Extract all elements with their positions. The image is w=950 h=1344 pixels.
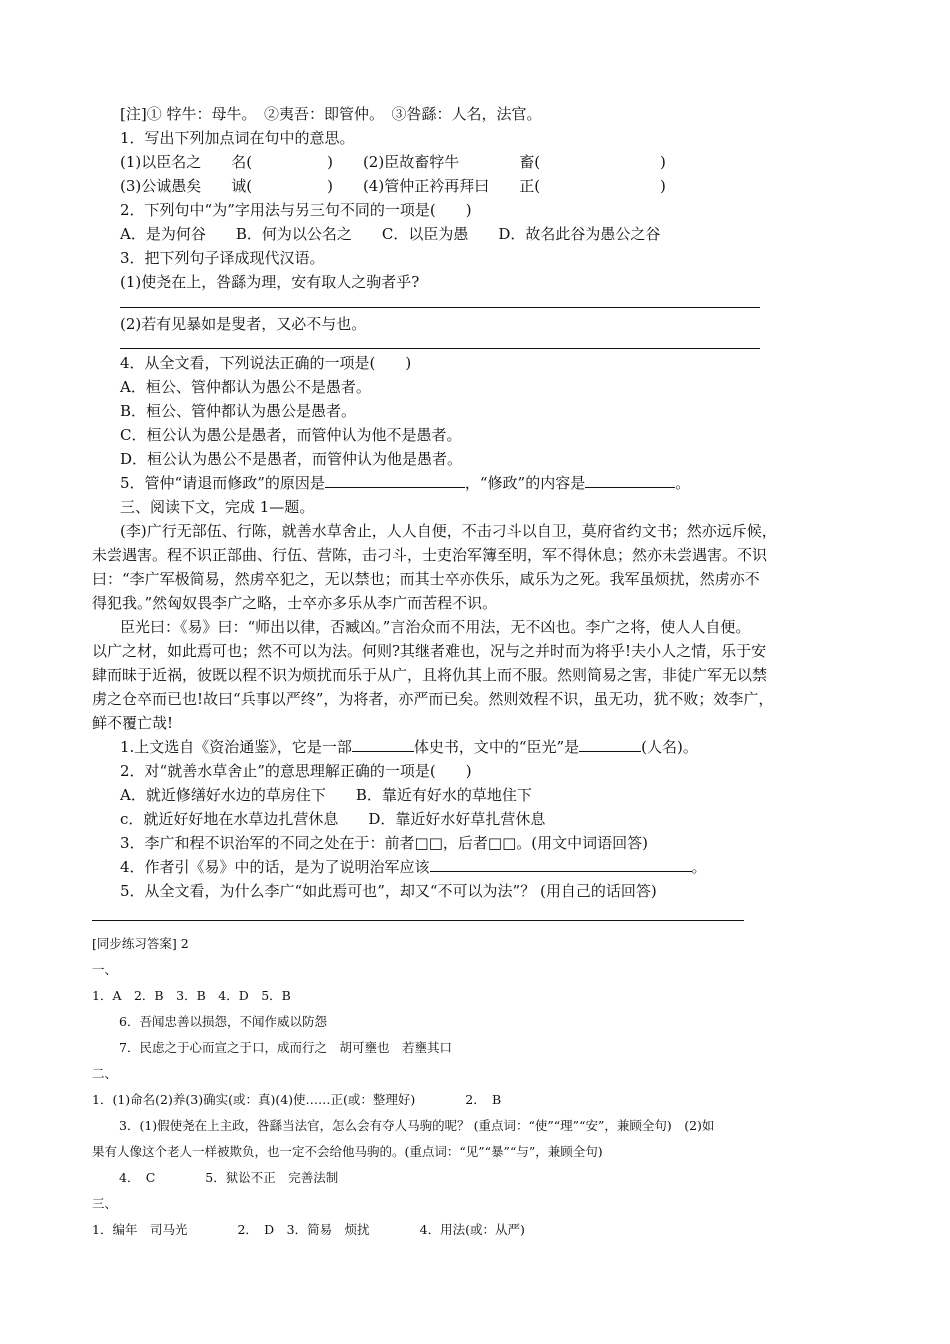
question-4-option-c: C．桓公认为愚公是愚者，而管仲认为他不是愚者。 — [120, 426, 462, 444]
passage-paragraph-2: 虏之仓卒而已也!故曰“兵事以严终”，为将者，亦严而已矣。然则效程不识，虽无功，犹不败；效李广， — [92, 690, 774, 708]
question-4-option-d: D．桓公认为愚公不是愚者，而管仲认为他是愚者。 — [120, 450, 463, 468]
question-1-items-a: (1)以臣名之 名( ) (2)臣故畜牸牛 畜( ) — [120, 153, 666, 171]
answers-line: 6．吾闻忠善以损怨，不闻作威以防怨 — [119, 1014, 327, 1029]
answer-line — [120, 307, 760, 308]
section-3-question-2-options-cd: c．就近好好地在水草边扎营休息 D．靠近好水好草扎营休息 — [120, 810, 546, 828]
passage-paragraph-2: 以广之材，如此焉可也；然不可以为法。何则?其继者难也，况与之并时而为将乎!夫小人之情，乐于安 — [92, 642, 767, 660]
question-3-sentence-1: (1)使尧在上，咎繇为理，安有取人之驹者乎? — [120, 273, 420, 291]
answers-line: 果有人像这个老人一样被欺负，也一定不会给他马驹的。(重点词：“见”“暴”“与”，兼顾全句) — [92, 1144, 603, 1159]
question-4-option-a: A．桓公、管仲都认为愚公不是愚者。 — [120, 378, 371, 396]
answers-line: 3．(1)假使尧在上主政，咎繇当法官，怎么会有夺人马驹的呢？ (重点词：“使”“理”“安”，兼顾全句) (2)如 — [119, 1118, 715, 1133]
passage-paragraph-1: 未尝遇害。程不识正部曲、行伍、营陈，击刁斗，士吏治军簿至明，军不得休息；然亦未尝遇害。不识 — [92, 546, 768, 564]
passage-paragraph-2: 肆而昧于近祸，彼既以程不识为烦扰而乐于从广，且将仇其上而不服。然则简易之害，非徒广军无以禁 — [92, 666, 768, 684]
fill-blank — [585, 473, 675, 488]
answers-line: 1．(1)命名(2)养(3)确实(或：真)(4)使……正(或：整理好) 2． B — [92, 1092, 502, 1107]
question-5: 5．管仲“请退而修政”的原因是 ，“修政”的内容是 。 — [120, 474, 691, 492]
question-1: 1．写出下列加点词在句中的意思。 — [120, 129, 355, 147]
fill-blank — [430, 857, 692, 872]
question-4: 4．从全文看，下列说法正确的一项是( ) — [120, 354, 412, 372]
section-3-question-5: 5．从全文看，为什么李广“如此焉可也”，却又“不可以为法”？ (用自己的话回答) — [120, 882, 657, 900]
section-3-question-2-options-ab: A．就近修缮好水边的草房住下 B．靠近有好水的草地住下 — [120, 786, 532, 804]
question-3-sentence-2: (2)若有见暴如是叟者，又必不与也。 — [120, 315, 367, 333]
fill-blank — [325, 473, 465, 488]
fill-blank — [352, 737, 414, 752]
passage-paragraph-1: 得犯我。”然匈奴畏李广之略，士卒亦多乐从李广而苦程不识。 — [92, 594, 498, 612]
passage-paragraph-2: 鲜不覆亡哉! — [92, 714, 174, 732]
passage-paragraph-1: (李)广行无部伍、行陈，就善水草舍止，人人自便，不击刁斗以自卫，莫府省约文书；然亦远斥候， — [120, 522, 777, 540]
passage-paragraph-2: 臣光曰：《易》曰：“师出以律，否臧凶。”言治众而不用法，无不凶也。李广之将，使人人自便。 — [120, 618, 751, 636]
answers-line: 1．编年 司马光 2． D 3．简易 烦扰 4．用法(或：从严) — [92, 1222, 525, 1237]
section-3-question-3: 3．李广和程不识治军的不同之处在于：前者□□，后者□□。(用文中词语回答) — [120, 834, 648, 852]
question-4-option-b: B．桓公、管仲都认为愚公是愚者。 — [120, 402, 357, 420]
section-3-question-2: 2．对“就善水草舍止”的意思理解正确的一项是( ) — [120, 762, 472, 780]
answers-section-2: 二、 — [92, 1066, 118, 1081]
answers-title: [同步练习答案] 2 — [92, 936, 189, 951]
answers-line: 4． C 5．狱讼不正 完善法制 — [119, 1170, 339, 1185]
passage-paragraph-1: 曰：“李广军极简易，然虏卒犯之，无以禁也；而其士卒亦佚乐，咸乐为之死。我军虽烦扰，然虏亦不 — [92, 570, 760, 588]
answers-line: 7．民虑之于心而宣之于口，成而行之 胡可壅也 若壅其口 — [119, 1040, 452, 1055]
answer-line — [92, 920, 744, 921]
question-2-options: A．是为何谷 B．何为以公名之 C．以臣为愚 D．故名此谷为愚公之谷 — [120, 225, 661, 243]
answers-section-3: 三、 — [92, 1196, 118, 1211]
section-3-question-1: 1.上文选自《资治通鉴》，它是一部 体史书，文中的“臣光”是 (人名)。 — [120, 738, 698, 756]
question-1-items-b: (3)公诚愚矣 诚( ) (4)管仲正衿再拜曰 正( ) — [120, 177, 666, 195]
fill-blank — [579, 737, 641, 752]
section-3-heading: 三、阅读下文，完成 1—题。 — [120, 498, 315, 516]
answers-line: 1．A 2．B 3．B 4．D 5．B — [92, 988, 291, 1003]
question-2: 2．下列句中“为”字用法与另三句不同的一项是( ) — [120, 201, 472, 219]
question-3: 3．把下列句子译成现代汉语。 — [120, 249, 325, 267]
answers-section-1: 一、 — [92, 962, 118, 977]
section-3-question-4: 4．作者引《易》中的话，是为了说明治军应该 。 — [120, 858, 707, 876]
answer-line — [120, 348, 760, 349]
annotation-note: [注]① 牸牛：母牛。 ②夷吾：即管仲。 ③咎繇：人名，法官。 — [120, 105, 542, 123]
